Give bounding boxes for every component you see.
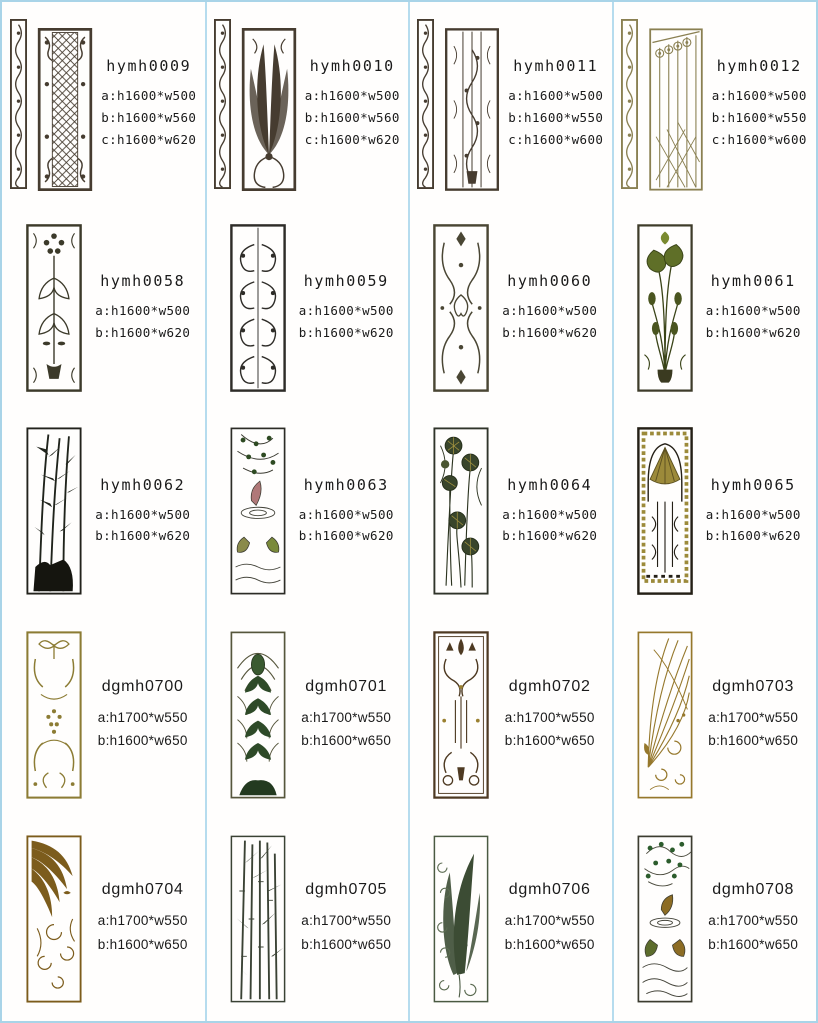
catalog-item-dgmh0700 <box>2 613 206 817</box>
leaf-fan-panel-art <box>240 28 298 191</box>
item-info <box>693 678 817 753</box>
arched-fern-panel-art <box>230 630 286 800</box>
item-info <box>489 881 613 956</box>
item-code: hymh0059 <box>303 271 389 290</box>
item-dim-b: b:h1600*w620 <box>502 324 598 340</box>
catalog-item-hymh0061 <box>613 206 817 410</box>
item-dim-a: a:h1700*w550 <box>708 913 799 929</box>
catalog-item-dgmh0706 <box>409 817 613 1021</box>
item-dim-b: b:h1600*w650 <box>504 733 595 749</box>
catalog-item-dgmh0704 <box>2 817 206 1021</box>
item-dim-a: a:h1600*w500 <box>705 506 801 522</box>
koi-pond-vine-panel-art <box>230 426 286 596</box>
item-dim-a: a:h1600*w500 <box>101 88 197 104</box>
item-dim-b: b:h1600*w620 <box>502 528 598 544</box>
item-code: dgmh0700 <box>101 677 184 695</box>
item-info <box>286 881 410 956</box>
catalog-item-hymh0060 <box>409 206 613 410</box>
baroque-scroll-panel-art <box>433 630 489 800</box>
scroll-strip-art <box>621 17 638 191</box>
catalog-item-hymh0062 <box>2 410 206 614</box>
item-dim-b: b:h1600*w550 <box>508 109 604 125</box>
item-dim-b: b:h1600*w560 <box>101 109 197 125</box>
item-dim-b: b:h1600*w620 <box>298 324 394 340</box>
item-dim-a: a:h1600*w500 <box>705 302 801 318</box>
scroll-strip-art <box>10 17 27 191</box>
lotus-vase-panel-art <box>637 223 693 393</box>
item-code: hymh0061 <box>710 271 796 290</box>
koi-clover-panel-art <box>637 834 693 1004</box>
item-dim-a: a:h1700*w550 <box>97 913 188 929</box>
item-info <box>489 678 613 753</box>
heart-scroll-panel-art <box>230 223 286 393</box>
item-dim-c: c:h1600*w620 <box>304 131 400 147</box>
item-code: hymh0062 <box>100 475 186 494</box>
item-code: hymh0009 <box>106 57 192 76</box>
lattice-panel-art <box>36 28 94 191</box>
arched-fern-panel-art <box>230 630 286 800</box>
peacock-ray-panel-art <box>637 630 693 800</box>
item-code: dgmh0708 <box>712 881 795 899</box>
flower-bars-panel-art <box>647 28 705 191</box>
baroque-scroll-panel-art <box>433 630 489 800</box>
item-code: hymh0064 <box>507 475 593 494</box>
scroll-strip-and-vine-bars-panel-art <box>417 17 501 191</box>
item-info <box>94 57 206 151</box>
item-dim-b: b:h1600*w650 <box>301 733 392 749</box>
item-code: hymh0012 <box>716 57 802 76</box>
item-dim-b: b:h1600*w650 <box>708 733 799 749</box>
item-code: hymh0065 <box>710 475 796 494</box>
catalog-item-hymh0009 <box>2 2 206 206</box>
item-info <box>82 881 206 956</box>
vine-bars-panel-art <box>443 28 501 191</box>
catalog-item-dgmh0708 <box>613 817 817 1021</box>
item-dim-b: b:h1600*w620 <box>705 528 801 544</box>
item-code: dgmh0703 <box>712 677 795 695</box>
item-info <box>286 272 410 344</box>
arched-shell-panel-art <box>637 426 693 596</box>
item-dim-a: a:h1600*w500 <box>711 88 807 104</box>
catalog-item-hymh0064 <box>409 410 613 614</box>
item-dim-a: a:h1700*w550 <box>504 913 595 929</box>
lotus-vase-panel-art <box>637 223 693 393</box>
catalog-item-hymh0058 <box>2 206 206 410</box>
item-code: hymh0063 <box>303 475 389 494</box>
catalog-item-dgmh0701 <box>206 613 410 817</box>
symmetric-scroll-panel-art <box>433 223 489 393</box>
item-dim-b: b:h1600*w620 <box>298 528 394 544</box>
item-dim-c: c:h1600*w620 <box>101 131 197 147</box>
item-dim-a: a:h1600*w500 <box>502 506 598 522</box>
item-dim-a: a:h1600*w500 <box>502 302 598 318</box>
gold-feather-scroll-panel-art <box>26 834 82 1004</box>
item-info <box>82 476 206 548</box>
item-dim-a: a:h1700*w550 <box>504 709 595 725</box>
item-code: dgmh0704 <box>101 881 184 899</box>
item-info <box>693 881 817 956</box>
item-dim-b: b:h1600*w620 <box>705 324 801 340</box>
floral-bouquet-panel-art <box>26 223 82 393</box>
bamboo-stalks-panel-art <box>230 834 286 1004</box>
item-dim-b: b:h1600*w620 <box>95 324 191 340</box>
item-code: dgmh0702 <box>508 677 591 695</box>
item-info <box>286 678 410 753</box>
item-code: hymh0058 <box>100 271 186 290</box>
item-dim-b: b:h1600*w650 <box>97 733 188 749</box>
lotus-leaves-panel-art <box>433 426 489 596</box>
gold-dragonfly-scroll-panel-art <box>26 630 82 800</box>
symmetric-scroll-panel-art <box>433 223 489 393</box>
catalog-item-hymh0012 <box>613 2 817 206</box>
item-code: dgmh0706 <box>508 881 591 899</box>
item-dim-b: b:h1600*w650 <box>301 937 392 953</box>
item-dim-a: a:h1600*w500 <box>304 88 400 104</box>
item-info <box>298 57 410 151</box>
bamboo-rock-panel-art <box>26 426 82 596</box>
catalog-item-hymh0063 <box>206 410 410 614</box>
catalog-item-dgmh0703 <box>613 613 817 817</box>
item-dim-a: a:h1600*w500 <box>508 88 604 104</box>
item-dim-b: b:h1600*w650 <box>504 937 595 953</box>
item-dim-b: b:h1600*w650 <box>97 937 188 953</box>
item-dim-b: b:h1600*w620 <box>95 528 191 544</box>
item-dim-b: b:h1600*w650 <box>708 937 799 953</box>
item-dim-a: a:h1600*w500 <box>298 302 394 318</box>
item-dim-a: a:h1600*w500 <box>95 302 191 318</box>
item-info <box>705 57 817 151</box>
item-dim-b: b:h1600*w560 <box>304 109 400 125</box>
item-code: hymh0060 <box>507 271 593 290</box>
item-info <box>489 476 613 548</box>
item-dim-c: c:h1600*w600 <box>508 131 604 147</box>
item-dim-b: b:h1600*w550 <box>711 109 807 125</box>
floral-bouquet-panel-art <box>26 223 82 393</box>
item-dim-a: a:h1700*w550 <box>97 709 188 725</box>
peacock-ray-panel-art <box>637 630 693 800</box>
koi-clover-panel-art <box>637 834 693 1004</box>
item-code: dgmh0701 <box>305 677 388 695</box>
gold-feather-scroll-panel-art <box>26 834 82 1004</box>
catalog-item-dgmh0702 <box>409 613 613 817</box>
catalog-item-dgmh0705 <box>206 817 410 1021</box>
bamboo-stalks-panel-art <box>230 834 286 1004</box>
curved-leaves-panel-art <box>433 834 489 1004</box>
gold-dragonfly-scroll-panel-art <box>26 630 82 800</box>
item-dim-a: a:h1600*w500 <box>298 506 394 522</box>
catalog-item-hymh0010 <box>206 2 410 206</box>
catalog-item-hymh0059 <box>206 206 410 410</box>
scroll-strip-art <box>214 17 231 191</box>
lotus-leaves-panel-art <box>433 426 489 596</box>
item-dim-a: a:h1600*w500 <box>95 506 191 522</box>
catalog-item-hymh0065 <box>613 410 817 614</box>
item-info <box>501 57 613 151</box>
scroll-strip-and-flower-bars-panel-art <box>621 17 705 191</box>
item-info <box>693 272 817 344</box>
item-code: hymh0010 <box>309 57 395 76</box>
item-dim-a: a:h1700*w550 <box>301 913 392 929</box>
item-info <box>82 272 206 344</box>
heart-scroll-panel-art <box>230 223 286 393</box>
koi-pond-vine-panel-art <box>230 426 286 596</box>
bamboo-rock-panel-art <box>26 426 82 596</box>
arched-shell-panel-art <box>637 426 693 596</box>
item-dim-a: a:h1700*w550 <box>301 709 392 725</box>
item-info <box>286 476 410 548</box>
item-dim-c: c:h1600*w600 <box>711 131 807 147</box>
item-code: dgmh0705 <box>305 881 388 899</box>
catalog-item-hymh0011 <box>409 2 613 206</box>
scroll-strip-art <box>417 17 434 191</box>
column-divider <box>612 2 614 1021</box>
column-divider <box>408 2 410 1021</box>
item-info <box>693 476 817 548</box>
item-info <box>82 678 206 753</box>
scroll-strip-and-lattice-panel-art <box>10 17 94 191</box>
scroll-strip-and-leaf-fan-panel-art <box>214 17 298 191</box>
column-divider <box>205 2 207 1021</box>
item-info <box>489 272 613 344</box>
curved-leaves-panel-art <box>433 834 489 1004</box>
item-dim-a: a:h1700*w550 <box>708 709 799 725</box>
item-code: hymh0011 <box>513 57 599 76</box>
